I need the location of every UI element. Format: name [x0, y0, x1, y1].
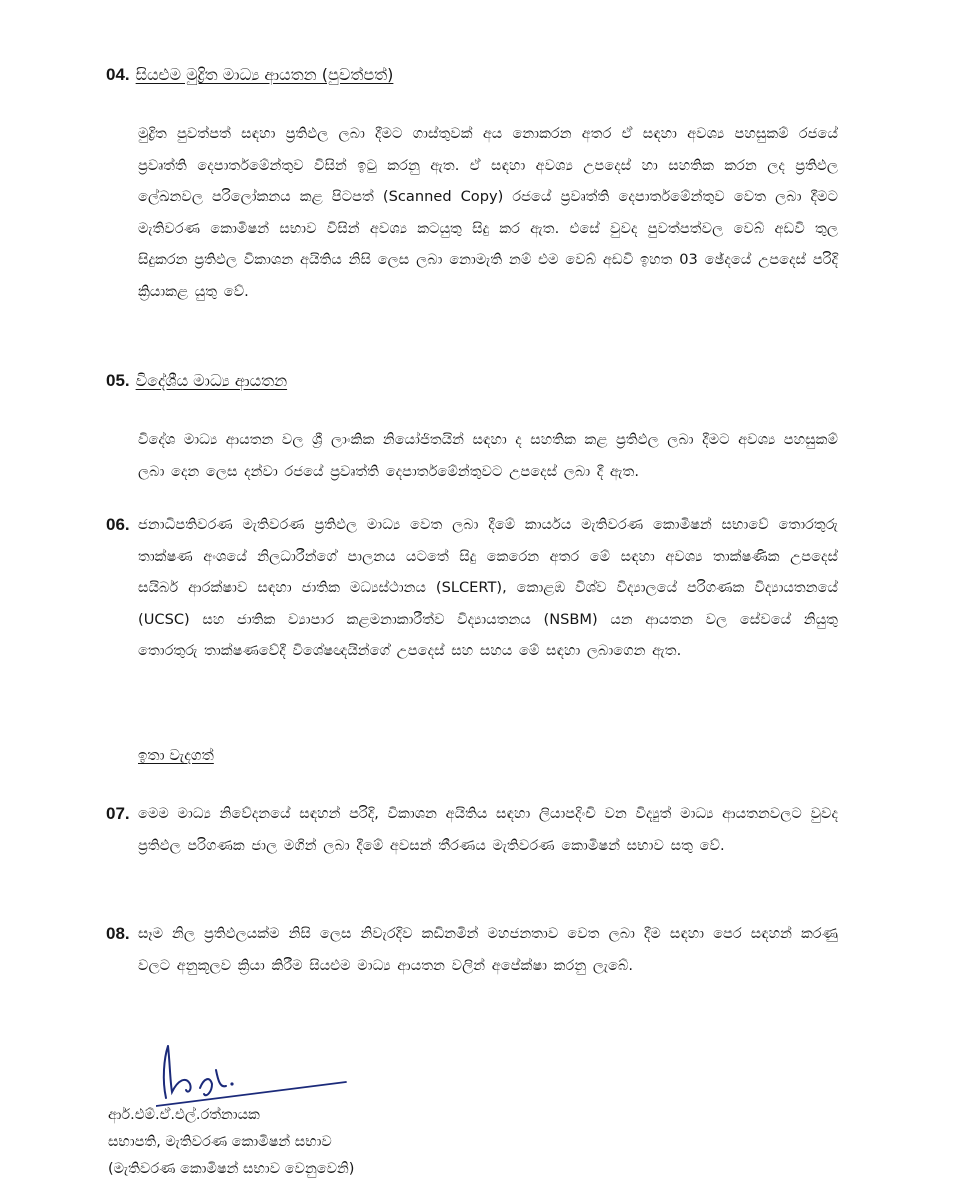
important-subheading: ඉතා වැදගත් — [138, 746, 214, 764]
section-number: 05. — [106, 371, 130, 390]
signatory-note: (මැතිවරණ කොමිෂන් සභාව වෙනුවෙනි) — [108, 1161, 355, 1177]
section-05-heading — [106, 370, 287, 392]
handwritten-signature — [156, 1040, 356, 1110]
section-04-heading — [106, 64, 393, 86]
section-number: 04. — [106, 65, 130, 84]
signatory-title: සභාපති, මැතිවරණ කොමිෂන් සභාව — [108, 1134, 332, 1150]
section-06-number: 06. — [106, 515, 130, 534]
section-08-number: 08. — [106, 924, 130, 943]
section-title: සියළුම මුද්‍රිත මාධ්‍ය ආයතන (පුවත්පත්) — [135, 65, 394, 84]
section-title: විදේශීය මාධ්‍ය ආයතන — [135, 371, 288, 390]
signature-block — [108, 1040, 508, 1190]
section-05-body: විදේශ මාධ්‍ය ආයතන වල ශ්‍රී ලාංකික නියෝජිතයින් සඳහා ද සහතික කළ ප්‍රතිඵල ලබා දීමට අවශ්‍ය පහසුකම් ලබා දෙන ලෙස දන්වා රජයේ ප්‍රවෘත්ති දෙපාර්තමේන්තුවට උපදෙස් ලබා දී ඇත. — [138, 431, 838, 480]
section-04-body: මුද්‍රිත පුවත්පත් සඳහා ප්‍රතිඵල ලබා දීමට ගාස්තුවක් අය නොකරන අතර ඒ සඳහා අවශ්‍ය පහසුකම් රජයේ ප්‍රවෘත්ති දෙපාර්තමේන්තුව විසින් ඉටු කරනු ඇත. ඒ සඳහා අවශ්‍ය උපදෙස් හා සහතික කරන ලද ප්‍රතිඵල ලේඛනවල පරිලෝකනය කළ පිටපත් (Scanned Copy) රජයේ ප්‍රවෘත්ති දෙපාර්තමේන්තුව වෙත ලබා දීමට මැතිවරණ කොමිෂන් සභාව විසින් අවශ්‍ය කටයුතු සිදු කර ඇත. එසේ වුවද පුවත්පත්වල වෙබ් අඩවි තුල සිදුකරන ප්‍රතිඵල විකාශන අයිතිය නිසි ලෙස ලබා නොමැති නම් එම වෙබ් අඩවි ඉහත 03 ඡේදයේ උපදෙස් පරිදි ක්‍රියාකළ යුතු වේ. — [138, 125, 838, 300]
signatory-name: ආර්.එම්.ඒ.එල්.රත්නායක — [108, 1107, 260, 1123]
section-07-body: මෙම මාධ්‍ය නිවේදනයේ සඳහන් පරිදි, විකාශන අයිතිය සඳහා ලියාපදිංචි වන විද්‍යුත් මාධ්‍ය ආයතනවලට වුවද ප්‍රතිඵල පරිගණක ජාල මගින් ලබා දීමේ අවසන් තීරණය මැතිවරණ කොමිෂන් සභාව සතු වේ. — [138, 805, 838, 854]
section-07-number: 07. — [106, 804, 130, 823]
section-06-body: ජනාධිපතිවරණ මැතිවරණ ප්‍රතිඵල මාධ්‍ය වෙත ලබා දීමේ කාර්යය මැතිවරණ කොමිෂන් සභාවේ තොරතුරු තාක්ෂණ අංශයේ නිලධාරීන්ගේ පාලනය යටතේ සිදු කෙරෙන අතර මේ සඳහා අවශ්‍ය තාක්ෂණික උපදෙස් සයිබර් ආරක්ෂාව සඳහා ජාතික මධ්‍යස්ථානය (SLCERT), කොළඹ විශ්ව විද්‍යාලයේ පරිගණක විද්‍යායතනයේ (UCSC) සහ ජාතික ව්‍යාපාර කළමනාකාරීත්ව විද්‍යායතනය (NSBM) යන ආයතන වල සේවයේ නියුතු තොරතුරු තාක්ෂණවේදී විශේෂඥයින්ගේ උපදෙස් සහ සහය මේ සඳහා ලබාගෙන ඇත. — [138, 516, 838, 659]
section-08-body: සෑම නිල ප්‍රතිඵලයක්ම නිසි ලෙස නිවැරදිව කඩිනමින් මහජනතාව වෙත ලබා දීම සඳහා පෙර සඳහන් කරණු වලට අනුකූලව ක්‍රියා කිරීම සියළුම මාධ්‍ය ආයතන වලින් අපේක්ෂා කරනු ලැබේ. — [138, 925, 838, 974]
